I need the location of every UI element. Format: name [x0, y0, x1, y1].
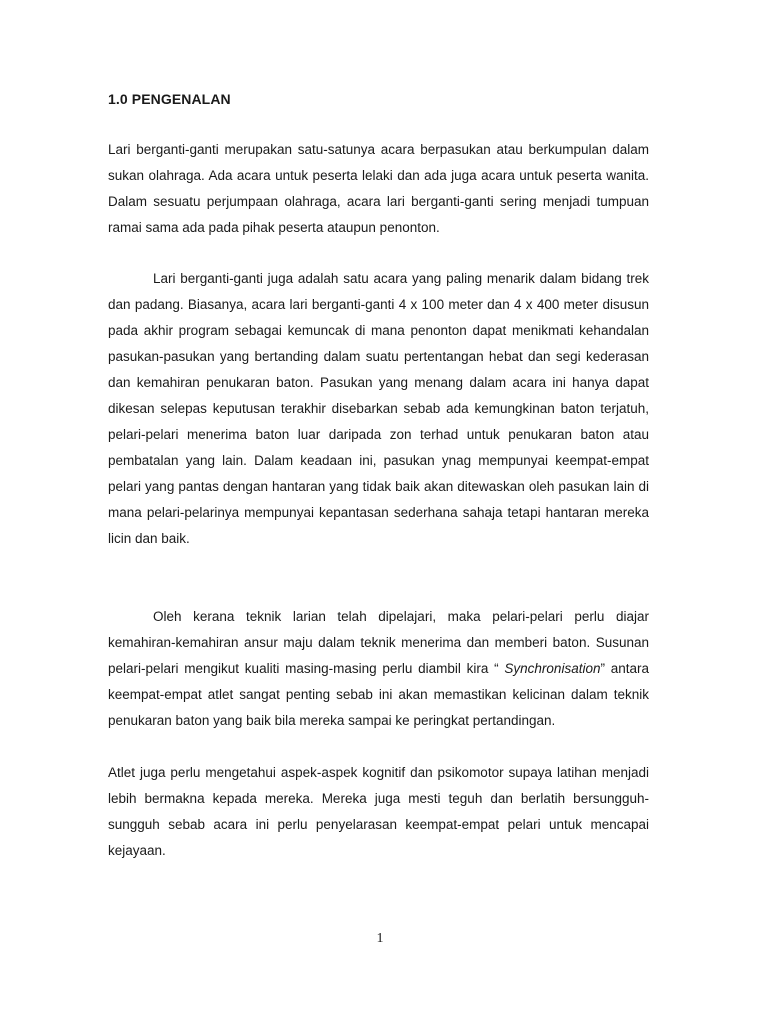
- paragraph-cognitive-aspects: Atlet juga perlu mengetahui aspek-aspek kognitif dan psikomotor supaya latihan menjadi lebih bermakna kepada mereka. Mereka juga mesti teguh dan berlatih bersungguh-sungguh sebab acara ini perlu penyelarasan keempat-empat pelari untuk mencapai kejayaan.: [108, 765, 649, 858]
- paragraph-relay-interest: Lari berganti-ganti juga adalah satu acara yang paling menarik dalam bidang trek dan padang. Biasanya, acara lari berganti-ganti 4 x 100 meter dan 4 x 400 meter disusun pada akhir program sebagai kemuncak di mana penonton dapat menikmati kehandalan pasukan-pasukan yang bertanding dalam suatu pertentangan hebat dan segi kederasan dan kemahiran penukaran baton. Pasukan yang menang dalam acara ini hanya dapat dikesan selepas keputusan terakhir disebarkan sebab ada kemungkinan baton terjatuh, pelari-pelari menerima baton luar daripada zon terhad untuk penukaran baton atau pembatalan yang lain. Dalam keadaan ini, pasukan ynag mempunyai keempat-empat pelari yang pantas dengan hantaran yang tidak baik akan ditewaskan oleh pasukan lain di mana pelari-pelarinya mempunyai kepantasan sederhana sahaja tetapi hantaran mereka licin dan baik.: [108, 271, 649, 546]
- paragraph-intro: Lari berganti-ganti merupakan satu-satunya acara berpasukan atau berkumpulan dalam sukan olahraga. Ada acara untuk peserta lelaki dan ada juga acara untuk peserta wanita. Dalam sesuatu perjumpaan olahraga, acara lari berganti-ganti sering menjadi tumpuan ramai sama ada pada pihak peserta ataupun penonton.: [108, 142, 649, 235]
- section-heading: 1.0 PENGENALAN: [108, 91, 231, 107]
- page-number: 1: [376, 931, 384, 946]
- paragraph-text-before-term: Oleh kerana teknik larian telah dipelajari, maka pelari-pelari perlu diajar kemahiran-kemahiran ansur maju dalam teknik menerima dan memberi baton. Susunan pelari-pelari mengikut kualiti masing-masing perlu diambil kira “: [108, 609, 649, 676]
- italic-term: Synchronisation: [504, 661, 601, 676]
- paragraph-text-after-term: ” antara keempat-empat atlet sangat penting sebab ini akan memastikan kelicinan dalam teknik penukaran baton yang baik bila mereka sampai ke peringkat pertandingan.: [108, 661, 649, 728]
- paragraph-baton-technique: [108, 604, 649, 734]
